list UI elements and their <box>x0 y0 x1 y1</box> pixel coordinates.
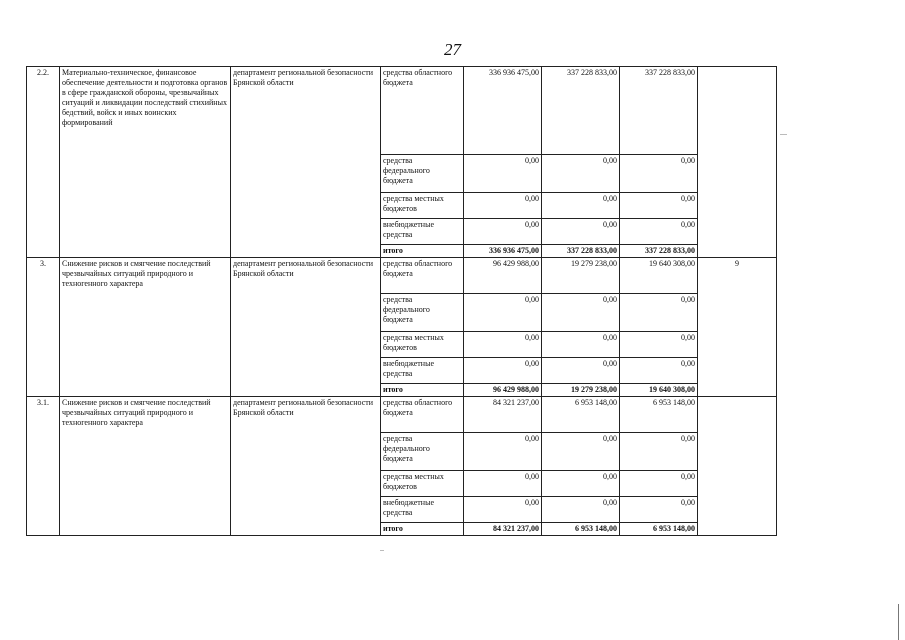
item-number-cell: 3. <box>27 258 60 397</box>
amount-year2-cell: 19 279 238,00 <box>542 384 620 397</box>
funding-source-cell: итого <box>381 245 464 258</box>
amount-year2-cell: 6 953 148,00 <box>542 397 620 433</box>
budget-table <box>26 66 777 536</box>
funding-source-cell: итого <box>381 384 464 397</box>
amount-year1-cell: 96 429 988,00 <box>464 258 542 294</box>
amount-year1-cell: 0,00 <box>464 332 542 358</box>
funding-source-cell: средства местных бюджетов <box>381 193 464 219</box>
amount-year3-cell: 0,00 <box>620 358 698 384</box>
executor-cell: департамент региональной безопасности Брянской области <box>231 397 381 536</box>
amount-year2-cell: 0,00 <box>542 433 620 471</box>
funding-source-cell: средства местных бюджетов <box>381 471 464 497</box>
amount-year3-cell: 337 228 833,00 <box>620 67 698 155</box>
amount-year2-cell: 0,00 <box>542 193 620 219</box>
amount-year2-cell: 0,00 <box>542 471 620 497</box>
amount-year1-cell: 0,00 <box>464 358 542 384</box>
amount-year3-cell: 0,00 <box>620 155 698 193</box>
amount-year1-cell: 0,00 <box>464 294 542 332</box>
funding-source-cell: внебюджетные средства <box>381 497 464 523</box>
amount-year3-cell: 0,00 <box>620 219 698 245</box>
amount-year2-cell: 0,00 <box>542 294 620 332</box>
funding-source-cell: средства федерального бюджета <box>381 294 464 332</box>
amount-year1-cell: 0,00 <box>464 193 542 219</box>
funding-source-cell: итого <box>381 523 464 536</box>
amount-year1-cell: 84 321 237,00 <box>464 397 542 433</box>
funding-source-cell: средства федерального бюджета <box>381 433 464 471</box>
amount-year1-cell: 0,00 <box>464 433 542 471</box>
amount-year1-cell: 0,00 <box>464 219 542 245</box>
table-row <box>27 258 777 294</box>
amount-year2-cell: 0,00 <box>542 358 620 384</box>
table-row <box>27 397 777 433</box>
amount-year3-cell: 6 953 148,00 <box>620 523 698 536</box>
amount-year1-cell: 0,00 <box>464 497 542 523</box>
amount-year2-cell: 337 228 833,00 <box>542 67 620 155</box>
item-number-cell: 3.1. <box>27 397 60 536</box>
amount-year3-cell: 0,00 <box>620 471 698 497</box>
amount-year3-cell: 0,00 <box>620 294 698 332</box>
scan-edge-line <box>898 604 899 640</box>
executor-cell: департамент региональной безопасности Брянской области <box>231 67 381 258</box>
amount-year3-cell: 19 640 308,00 <box>620 258 698 294</box>
amount-year1-cell: 336 936 475,00 <box>464 67 542 155</box>
scan-mark <box>780 134 787 135</box>
amount-year2-cell: 6 953 148,00 <box>542 523 620 536</box>
item-name-cell: Снижение рисков и смягчение последствий чрезвычайных ситуаций природного и техногенного характера <box>60 258 231 397</box>
amount-year2-cell: 337 228 833,00 <box>542 245 620 258</box>
indicator-cell <box>698 67 777 258</box>
amount-year1-cell: 336 936 475,00 <box>464 245 542 258</box>
scan-mark <box>380 550 384 551</box>
amount-year2-cell: 0,00 <box>542 155 620 193</box>
amount-year1-cell: 84 321 237,00 <box>464 523 542 536</box>
amount-year1-cell: 96 429 988,00 <box>464 384 542 397</box>
amount-year2-cell: 0,00 <box>542 497 620 523</box>
amount-year2-cell: 0,00 <box>542 219 620 245</box>
funding-source-cell: внебюджетные средства <box>381 358 464 384</box>
item-number-cell: 2.2. <box>27 67 60 258</box>
amount-year3-cell: 337 228 833,00 <box>620 245 698 258</box>
funding-source-cell: внебюджетные средства <box>381 219 464 245</box>
executor-cell: департамент региональной безопасности Брянской области <box>231 258 381 397</box>
funding-source-cell: средства местных бюджетов <box>381 332 464 358</box>
amount-year3-cell: 19 640 308,00 <box>620 384 698 397</box>
amount-year1-cell: 0,00 <box>464 155 542 193</box>
amount-year3-cell: 0,00 <box>620 332 698 358</box>
amount-year3-cell: 0,00 <box>620 433 698 471</box>
amount-year3-cell: 6 953 148,00 <box>620 397 698 433</box>
item-name-cell: Материально-техническое, финансовое обеспечение деятельности и подготовка органов в сфере гражданской обороны, чрезвычайных ситуаций и ликвидации последствий стихийных бедствий, войск и иных воинских формирований <box>60 67 231 258</box>
amount-year3-cell: 0,00 <box>620 497 698 523</box>
funding-source-cell: средства областного бюджета <box>381 67 464 155</box>
amount-year1-cell: 0,00 <box>464 471 542 497</box>
indicator-cell: 9 <box>698 258 777 397</box>
table-row <box>27 67 777 155</box>
page-number: 27 <box>444 40 461 59</box>
amount-year3-cell: 0,00 <box>620 193 698 219</box>
funding-source-cell: средства областного бюджета <box>381 397 464 433</box>
amount-year2-cell: 0,00 <box>542 332 620 358</box>
funding-source-cell: средства областного бюджета <box>381 258 464 294</box>
funding-source-cell: средства федерального бюджета <box>381 155 464 193</box>
table-body <box>27 67 777 536</box>
item-name-cell: Снижение рисков и смягчение последствий чрезвычайных ситуаций природного и техногенного характера <box>60 397 231 536</box>
amount-year2-cell: 19 279 238,00 <box>542 258 620 294</box>
indicator-cell <box>698 397 777 536</box>
